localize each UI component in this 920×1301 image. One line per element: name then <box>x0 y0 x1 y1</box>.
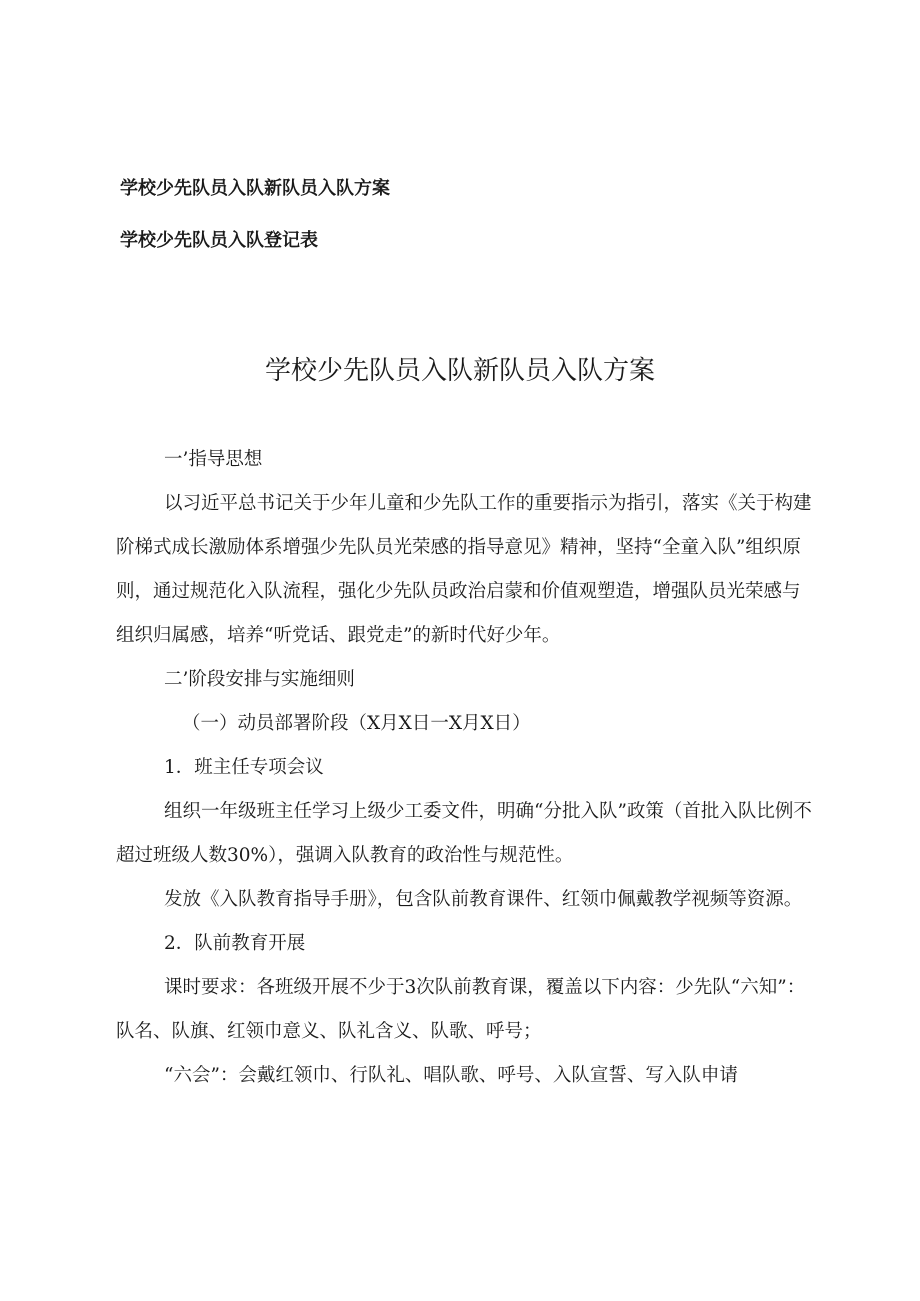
section2-heading: 二’阶段安排与实施细则 <box>164 669 355 690</box>
item2-paragraph1: 课时要求：各班级开展不少于3次队前教育课，覆盖以下内容：少先队“六知”：队名、队旗、红领巾意义、队礼含义、队歌、呼号； <box>116 977 806 1042</box>
document-body <box>116 438 816 1098</box>
item1-paragraph2: 发放《入队教育指导手册》，包含队前教育课件、红领巾佩戴教学视频等资源。 <box>164 889 803 910</box>
item2-heading: 2．队前教育开展 <box>164 933 306 954</box>
section1-heading: 一’指导思想 <box>164 449 263 470</box>
section1-paragraph: 以习近平总书记关于少年儿童和少先队工作的重要指示为指引，落实《关于构建阶梯式成长激励体系增强少先队员光荣感的指导意见》精神，坚持“全童入队”组织原则，通过规范化入队流程，强化少先队员政治启蒙和价值观塑造，增强队员光荣感与组织归属感，培养“听党话、跟党走”的新时代好少年。 <box>116 493 812 646</box>
item1-paragraph1: 组织一年级班主任学习上级少工委文件，明确“分批入队”政策（首批入队比例不超过班级人数30%），强调入队教育的政治性与规范性。 <box>116 801 812 866</box>
document-title: 学校少先队员入队新队员入队方案 <box>264 356 655 386</box>
toc-item-plan: 学校少先队员入队新队员入队方案 <box>120 178 390 199</box>
toc-item-registration-form: 学校少先队员入队登记表 <box>120 230 318 251</box>
item2-paragraph2: “六会”：会戴红领巾、行队礼、唱队歌、呼号、入队宣誓、写入队申请 <box>164 1065 738 1086</box>
item1-heading: 1．班主任专项会议 <box>164 757 324 778</box>
stage1-heading: （一）动员部署阶段（X月X日一X月X日） <box>182 713 531 734</box>
